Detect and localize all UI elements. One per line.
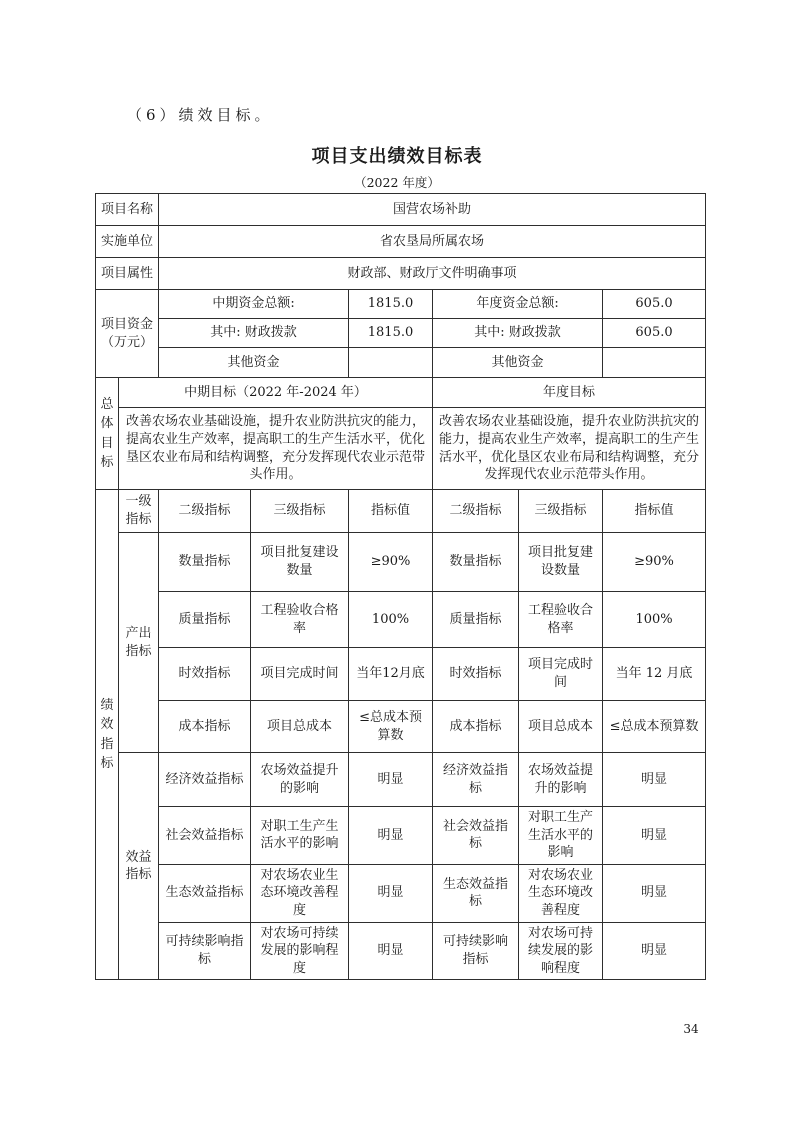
level3-cell-right: 项目批复建设数量 bbox=[519, 533, 603, 592]
midterm-goal-header: 中期目标（2022 年-2024 年） bbox=[119, 378, 433, 408]
annual-goal-text: 改善农场农业基础设施，提升农业防洪抗灾的能力，提高农业生产效率，提高职工的生产生活水平，优化垦区农业布局和结构调整，充分发挥现代农业示范带头作用。 bbox=[433, 408, 706, 490]
value-cell: 明显 bbox=[349, 753, 433, 807]
annual-goal-header: 年度目标 bbox=[433, 378, 706, 408]
header-value-right: 指标值 bbox=[603, 490, 706, 533]
level3-cell: 项目批复建设数量 bbox=[251, 533, 349, 592]
indicator-row bbox=[96, 807, 706, 865]
project-name-value: 国营农场补助 bbox=[159, 194, 706, 226]
value-cell-right: ≤总成本预算数 bbox=[603, 701, 706, 753]
value-cell: 明显 bbox=[349, 807, 433, 865]
indicator-row bbox=[96, 922, 706, 980]
value-cell-right: 100% bbox=[603, 592, 706, 648]
table-row bbox=[96, 408, 706, 490]
level2-cell: 质量指标 bbox=[159, 592, 251, 648]
midterm-other-label: 其他资金 bbox=[159, 348, 349, 378]
benefit-indicator-group-label: 效益指标 bbox=[119, 753, 159, 980]
level3-cell: 工程验收合格率 bbox=[251, 592, 349, 648]
performance-target-table bbox=[95, 193, 706, 980]
performance-indicator-label: 绩效指标 bbox=[100, 697, 114, 772]
project-name-label: 项目名称 bbox=[96, 194, 159, 226]
header-level3-right: 三级指标 bbox=[519, 490, 603, 533]
value-cell: 100% bbox=[349, 592, 433, 648]
level3-cell: 对农场可持续发展的影响程度 bbox=[251, 922, 349, 980]
level3-cell-right: 对职工生产生活水平的影响 bbox=[519, 807, 603, 865]
page-number: 34 bbox=[683, 1022, 699, 1036]
level3-cell-right: 项目完成时间 bbox=[519, 648, 603, 701]
value-cell-right: 明显 bbox=[603, 922, 706, 980]
value-cell-right: ≥90% bbox=[603, 533, 706, 592]
overall-goal-label: 总体目标 bbox=[100, 396, 114, 470]
table-subtitle: （2022 年度） bbox=[354, 175, 440, 190]
overall-goal-label-cell bbox=[96, 378, 119, 490]
table-row bbox=[96, 194, 706, 226]
level3-cell-right: 对农场可持续发展的影响程度 bbox=[519, 922, 603, 980]
indicator-row bbox=[96, 592, 706, 648]
value-cell: 明显 bbox=[349, 864, 433, 922]
table-row bbox=[96, 258, 706, 290]
midterm-fiscal-label: 其中: 财政拨款 bbox=[159, 319, 349, 348]
indicator-row bbox=[96, 533, 706, 592]
annual-other-label: 其他资金 bbox=[433, 348, 603, 378]
level2-cell-right: 质量指标 bbox=[433, 592, 519, 648]
level3-cell-right: 农场效益提升的影响 bbox=[519, 753, 603, 807]
level2-cell: 数量指标 bbox=[159, 533, 251, 592]
section-heading: （6）绩效目标。 bbox=[127, 106, 274, 124]
value-cell: 明显 bbox=[349, 922, 433, 980]
level3-cell-right: 工程验收合格率 bbox=[519, 592, 603, 648]
project-attr-value: 财政部、财政厅文件明确事项 bbox=[159, 258, 706, 290]
level3-cell: 对农场农业生态环境改善程度 bbox=[251, 864, 349, 922]
table-row bbox=[96, 290, 706, 319]
level2-cell: 社会效益指标 bbox=[159, 807, 251, 865]
value-cell-right: 当年 12 月底 bbox=[603, 648, 706, 701]
performance-indicator-label-cell bbox=[96, 490, 119, 980]
level2-cell: 时效指标 bbox=[159, 648, 251, 701]
level2-cell: 生态效益指标 bbox=[159, 864, 251, 922]
value-cell-right: 明显 bbox=[603, 864, 706, 922]
header-level2: 二级指标 bbox=[159, 490, 251, 533]
value-cell: 当年12月底 bbox=[349, 648, 433, 701]
level2-cell-right: 社会效益指标 bbox=[433, 807, 519, 865]
level2-cell-right: 数量指标 bbox=[433, 533, 519, 592]
indicator-row bbox=[96, 701, 706, 753]
midterm-total-value: 1815.0 bbox=[349, 290, 433, 319]
project-attr-label: 项目属性 bbox=[96, 258, 159, 290]
implement-unit-label: 实施单位 bbox=[96, 226, 159, 258]
table-row bbox=[96, 348, 706, 378]
funds-label: 项目资金（万元） bbox=[96, 290, 159, 378]
table-row bbox=[96, 378, 706, 408]
annual-fiscal-label: 其中: 财政拨款 bbox=[433, 319, 603, 348]
level3-cell-right: 对农场农业生态环境改善程度 bbox=[519, 864, 603, 922]
level2-cell-right: 生态效益指标 bbox=[433, 864, 519, 922]
level3-cell: 项目总成本 bbox=[251, 701, 349, 753]
annual-total-label: 年度资金总额: bbox=[433, 290, 603, 319]
level2-cell: 经济效益指标 bbox=[159, 753, 251, 807]
midterm-fiscal-value: 1815.0 bbox=[349, 319, 433, 348]
midterm-goal-text: 改善农场农业基础设施，提升农业防洪抗灾的能力，提高农业生产效率，提高职工的生产生活水平，优化垦区农业布局和结构调整，充分发挥现代农业示范带头作用。 bbox=[119, 408, 433, 490]
value-cell-right: 明显 bbox=[603, 753, 706, 807]
annual-other-value bbox=[603, 348, 706, 378]
level3-cell: 农场效益提升的影响 bbox=[251, 753, 349, 807]
level3-cell-right: 项目总成本 bbox=[519, 701, 603, 753]
annual-fiscal-value: 605.0 bbox=[603, 319, 706, 348]
table-row bbox=[96, 226, 706, 258]
output-indicator-group-label: 产出指标 bbox=[119, 533, 159, 753]
level2-cell-right: 经济效益指标 bbox=[433, 753, 519, 807]
value-cell: ≤总成本预算数 bbox=[349, 701, 433, 753]
table-title: 项目支出绩效目标表 bbox=[311, 146, 483, 167]
indicator-header-row bbox=[96, 490, 706, 533]
value-cell: ≥90% bbox=[349, 533, 433, 592]
level3-cell: 项目完成时间 bbox=[251, 648, 349, 701]
level2-cell-right: 成本指标 bbox=[433, 701, 519, 753]
value-cell-right: 明显 bbox=[603, 807, 706, 865]
table-row bbox=[96, 319, 706, 348]
level2-cell: 可持续影响指标 bbox=[159, 922, 251, 980]
midterm-total-label: 中期资金总额: bbox=[159, 290, 349, 319]
annual-total-value: 605.0 bbox=[603, 290, 706, 319]
header-level2-right: 二级指标 bbox=[433, 490, 519, 533]
level2-cell: 成本指标 bbox=[159, 701, 251, 753]
indicator-row bbox=[96, 648, 706, 701]
midterm-other-value bbox=[349, 348, 433, 378]
indicator-row bbox=[96, 753, 706, 807]
level2-cell-right: 时效指标 bbox=[433, 648, 519, 701]
header-level3: 三级指标 bbox=[251, 490, 349, 533]
implement-unit-value: 省农垦局所属农场 bbox=[159, 226, 706, 258]
level2-cell-right: 可持续影响指标 bbox=[433, 922, 519, 980]
level3-cell: 对职工生产生活水平的影响 bbox=[251, 807, 349, 865]
indicator-row bbox=[96, 864, 706, 922]
header-level1: 一级指标 bbox=[119, 490, 159, 533]
header-value: 指标值 bbox=[349, 490, 433, 533]
